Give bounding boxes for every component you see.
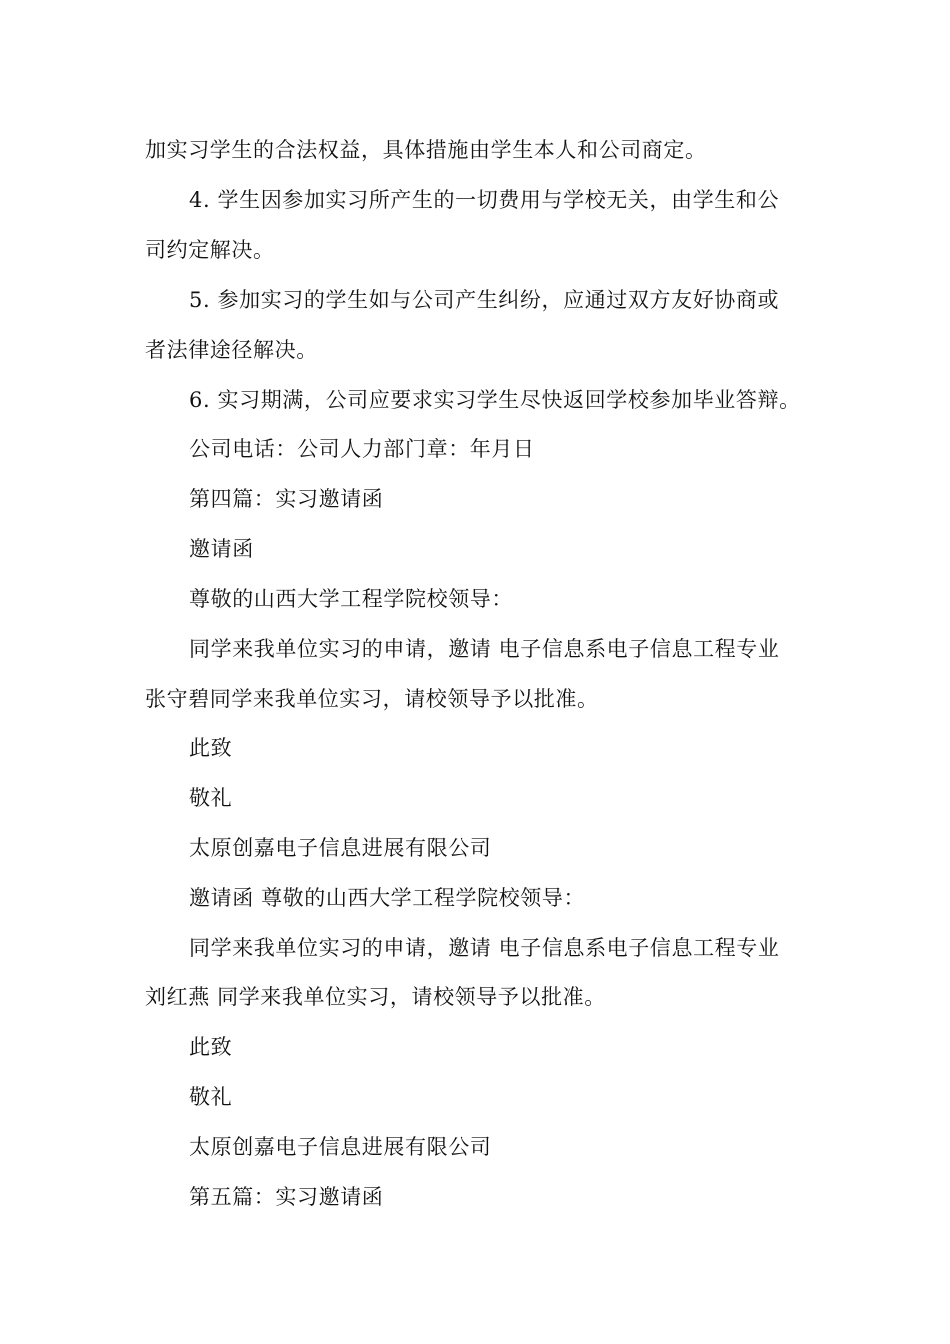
- paragraph-line: 司约定解决。: [145, 238, 275, 262]
- section-heading: 第四篇：实习邀请函: [189, 487, 384, 511]
- letter-body-line: 同学来我单位实习的申请，邀请 电子信息系电子信息工程专业: [189, 637, 780, 661]
- letter-signature: 太原创嘉电子信息进展有限公司: [189, 836, 492, 860]
- company-phone-line: 公司电话：公司人力部门章：年月日: [189, 437, 535, 461]
- paragraph-line: 加实习学生的合法权益，具体措施由学生本人和公司商定。: [145, 138, 707, 162]
- paragraph-line: 4. 学生因参加实习所产生的一切费用与学校无关，由学生和公: [189, 188, 780, 212]
- paragraph-line: 5. 参加实习的学生如与公司产生纠纷，应通过双方友好协商或: [189, 288, 780, 312]
- paragraph-line: 6. 实习期满，公司应要求实习学生尽快返回学校参加毕业答辩。: [189, 388, 801, 412]
- letter-body-line: 张守碧同学来我单位实习，请校领导予以批准。: [145, 687, 599, 711]
- letter-closing: 此致: [189, 1035, 233, 1059]
- section-heading: 第五篇：实习邀请函: [189, 1185, 384, 1209]
- letter-closing: 此致: [189, 736, 233, 760]
- letter-salutation: 尊敬的山西大学工程学院校领导：: [189, 587, 513, 611]
- letter-signature: 太原创嘉电子信息进展有限公司: [189, 1135, 492, 1159]
- paragraph-line: 者法律途径解决。: [145, 338, 318, 362]
- letter-body-line: 刘红燕 同学来我单位实习，请校领导予以批准。: [145, 985, 606, 1009]
- letter-closing: 敬礼: [189, 1085, 233, 1109]
- letter-body-line: 同学来我单位实习的申请，邀请 电子信息系电子信息工程专业: [189, 936, 780, 960]
- letter-closing: 敬礼: [189, 786, 233, 810]
- letter-salutation: 邀请函 尊敬的山西大学工程学院校领导：: [189, 886, 586, 910]
- letter-title: 邀请函: [189, 537, 254, 561]
